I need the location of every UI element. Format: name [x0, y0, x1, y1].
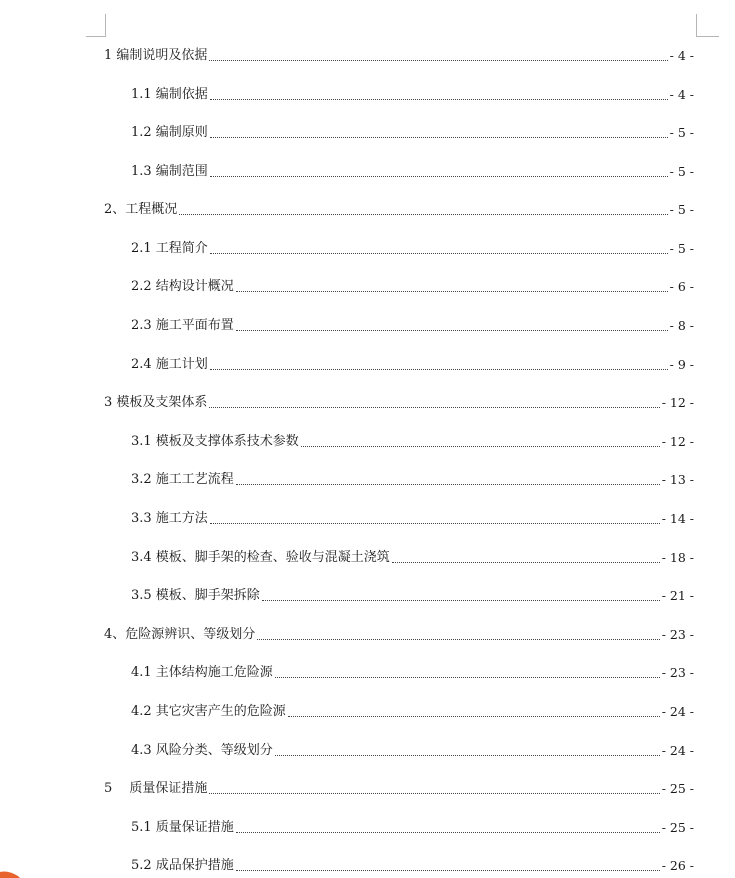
- toc-entry-3-5[interactable]: [131, 586, 694, 606]
- toc-entry-title: 3.2 施工工艺流程: [131, 472, 234, 487]
- toc-entry-1-2[interactable]: [131, 123, 694, 143]
- dot-leader: [209, 406, 659, 408]
- toc-entry-page: - 5 -: [669, 164, 694, 179]
- toc-entry-page: - 4 -: [669, 87, 694, 102]
- toc-entry-4[interactable]: [104, 625, 694, 645]
- dot-leader: [210, 522, 660, 524]
- toc-entry-5-2[interactable]: [131, 856, 694, 876]
- toc-entry-title: 3.4 模板、脚手架的检查、验收与混凝土浇筑: [131, 550, 390, 565]
- toc-entry-page: - 18 -: [661, 550, 694, 565]
- dot-leader: [210, 136, 668, 138]
- toc-entry-title: 2、工程概况: [104, 202, 178, 217]
- dot-leader: [236, 831, 660, 833]
- toc-entry-page: - 9 -: [669, 357, 694, 372]
- toc-entry-title: 2.3 施工平面布置: [131, 318, 234, 333]
- dot-leader: [209, 59, 667, 61]
- toc-entry-page: - 25 -: [661, 781, 694, 796]
- toc-entry-2-4[interactable]: [131, 355, 694, 375]
- toc-entry-page: - 6 -: [669, 279, 694, 294]
- toc-entry-title: 4、危险源辨识、等级划分: [104, 627, 256, 642]
- toc-entry-page: - 14 -: [661, 511, 694, 526]
- toc-entry-2-2[interactable]: [131, 277, 694, 297]
- toc-entry-1-3[interactable]: [131, 162, 694, 182]
- toc-entry-title: 4.1 主体结构施工危险源: [131, 665, 273, 680]
- dot-leader: [236, 329, 668, 331]
- toc-entry-page: - 8 -: [669, 318, 694, 333]
- crop-mark-top-left: [86, 14, 106, 37]
- toc-entry-page: - 26 -: [661, 858, 694, 873]
- toc-entry-page: - 12 -: [661, 395, 694, 410]
- dot-leader: [236, 869, 660, 871]
- toc-entry-1[interactable]: [104, 46, 694, 66]
- dot-leader: [210, 98, 668, 100]
- dot-leader: [288, 715, 660, 717]
- toc-entry-title: 1.2 编制原则: [131, 125, 208, 140]
- toc-entry-2[interactable]: [104, 200, 694, 220]
- toc-entry-title: 2.2 结构设计概况: [131, 279, 234, 294]
- dot-leader: [210, 175, 668, 177]
- toc-entry-3-2[interactable]: [131, 470, 694, 490]
- dot-leader: [275, 754, 660, 756]
- toc-entry-3-1[interactable]: [131, 432, 694, 452]
- toc-entry-4-1[interactable]: [131, 663, 694, 683]
- toc-entry-4-2[interactable]: [131, 702, 694, 722]
- toc-entry-page: - 5 -: [669, 241, 694, 256]
- toc-entry-5-1[interactable]: [131, 818, 694, 838]
- toc-entry-title: 3.3 施工方法: [131, 511, 208, 526]
- toc-entry-page: - 4 -: [669, 48, 694, 63]
- dot-leader: [236, 290, 668, 292]
- toc-entry-2-3[interactable]: [131, 316, 694, 336]
- dot-leader: [210, 252, 668, 254]
- dot-leader: [257, 638, 659, 640]
- toc-entry-2-1[interactable]: [131, 239, 694, 259]
- dot-leader: [262, 599, 660, 601]
- toc-entry-page: - 23 -: [661, 627, 694, 642]
- toc-entry-page: - 5 -: [669, 202, 694, 217]
- toc-entry-page: - 5 -: [669, 125, 694, 140]
- toc-entry-title: 1 编制说明及依据: [104, 48, 208, 63]
- dot-leader: [179, 213, 667, 215]
- toc-entry-page: - 13 -: [661, 472, 694, 487]
- dot-leader: [301, 445, 660, 447]
- toc-entry-3-4[interactable]: [131, 548, 694, 568]
- toc-entry-title: 4.2 其它灾害产生的危险源: [131, 704, 286, 719]
- toc-entry-1-1[interactable]: [131, 85, 694, 105]
- toc-entry-page: - 12 -: [661, 434, 694, 449]
- toc-entry-3-3[interactable]: [131, 509, 694, 529]
- dot-leader: [275, 676, 660, 678]
- toc-entry-title: 3.5 模板、脚手架拆除: [131, 588, 260, 603]
- toc-entry-title: 5.1 质量保证措施: [131, 820, 234, 835]
- toc-entry-title: 4.3 风险分类、等级划分: [131, 743, 273, 758]
- page-corner-fold-icon: [0, 860, 20, 878]
- toc-entry-page: - 24 -: [661, 704, 694, 719]
- dot-leader: [236, 483, 660, 485]
- toc-entry-title: 3 模板及支架体系: [104, 395, 208, 410]
- toc-entry-3[interactable]: [104, 393, 694, 413]
- toc-entry-title: 1.1 编制依据: [131, 87, 208, 102]
- toc-entry-title: 2.4 施工计划: [131, 357, 208, 372]
- toc-entry-title: 5.2 成品保护措施: [131, 858, 234, 873]
- dot-leader: [392, 561, 660, 563]
- dot-leader: [210, 368, 668, 370]
- toc-entry-title: 2.1 工程简介: [131, 241, 208, 256]
- toc-entry-page: - 23 -: [661, 665, 694, 680]
- dot-leader: [209, 792, 659, 794]
- toc-entry-page: - 24 -: [661, 743, 694, 758]
- toc-entry-4-3[interactable]: [131, 741, 694, 761]
- toc-entry-page: - 21 -: [661, 588, 694, 603]
- crop-mark-top-right: [696, 14, 719, 37]
- toc-entry-5[interactable]: [104, 779, 694, 799]
- toc-entry-title: 5 质量保证措施: [104, 781, 208, 796]
- toc-entry-page: - 25 -: [661, 820, 694, 835]
- toc-entry-title: 3.1 模板及支撑体系技术参数: [131, 434, 299, 449]
- toc-entry-title: 1.3 编制范围: [131, 164, 208, 179]
